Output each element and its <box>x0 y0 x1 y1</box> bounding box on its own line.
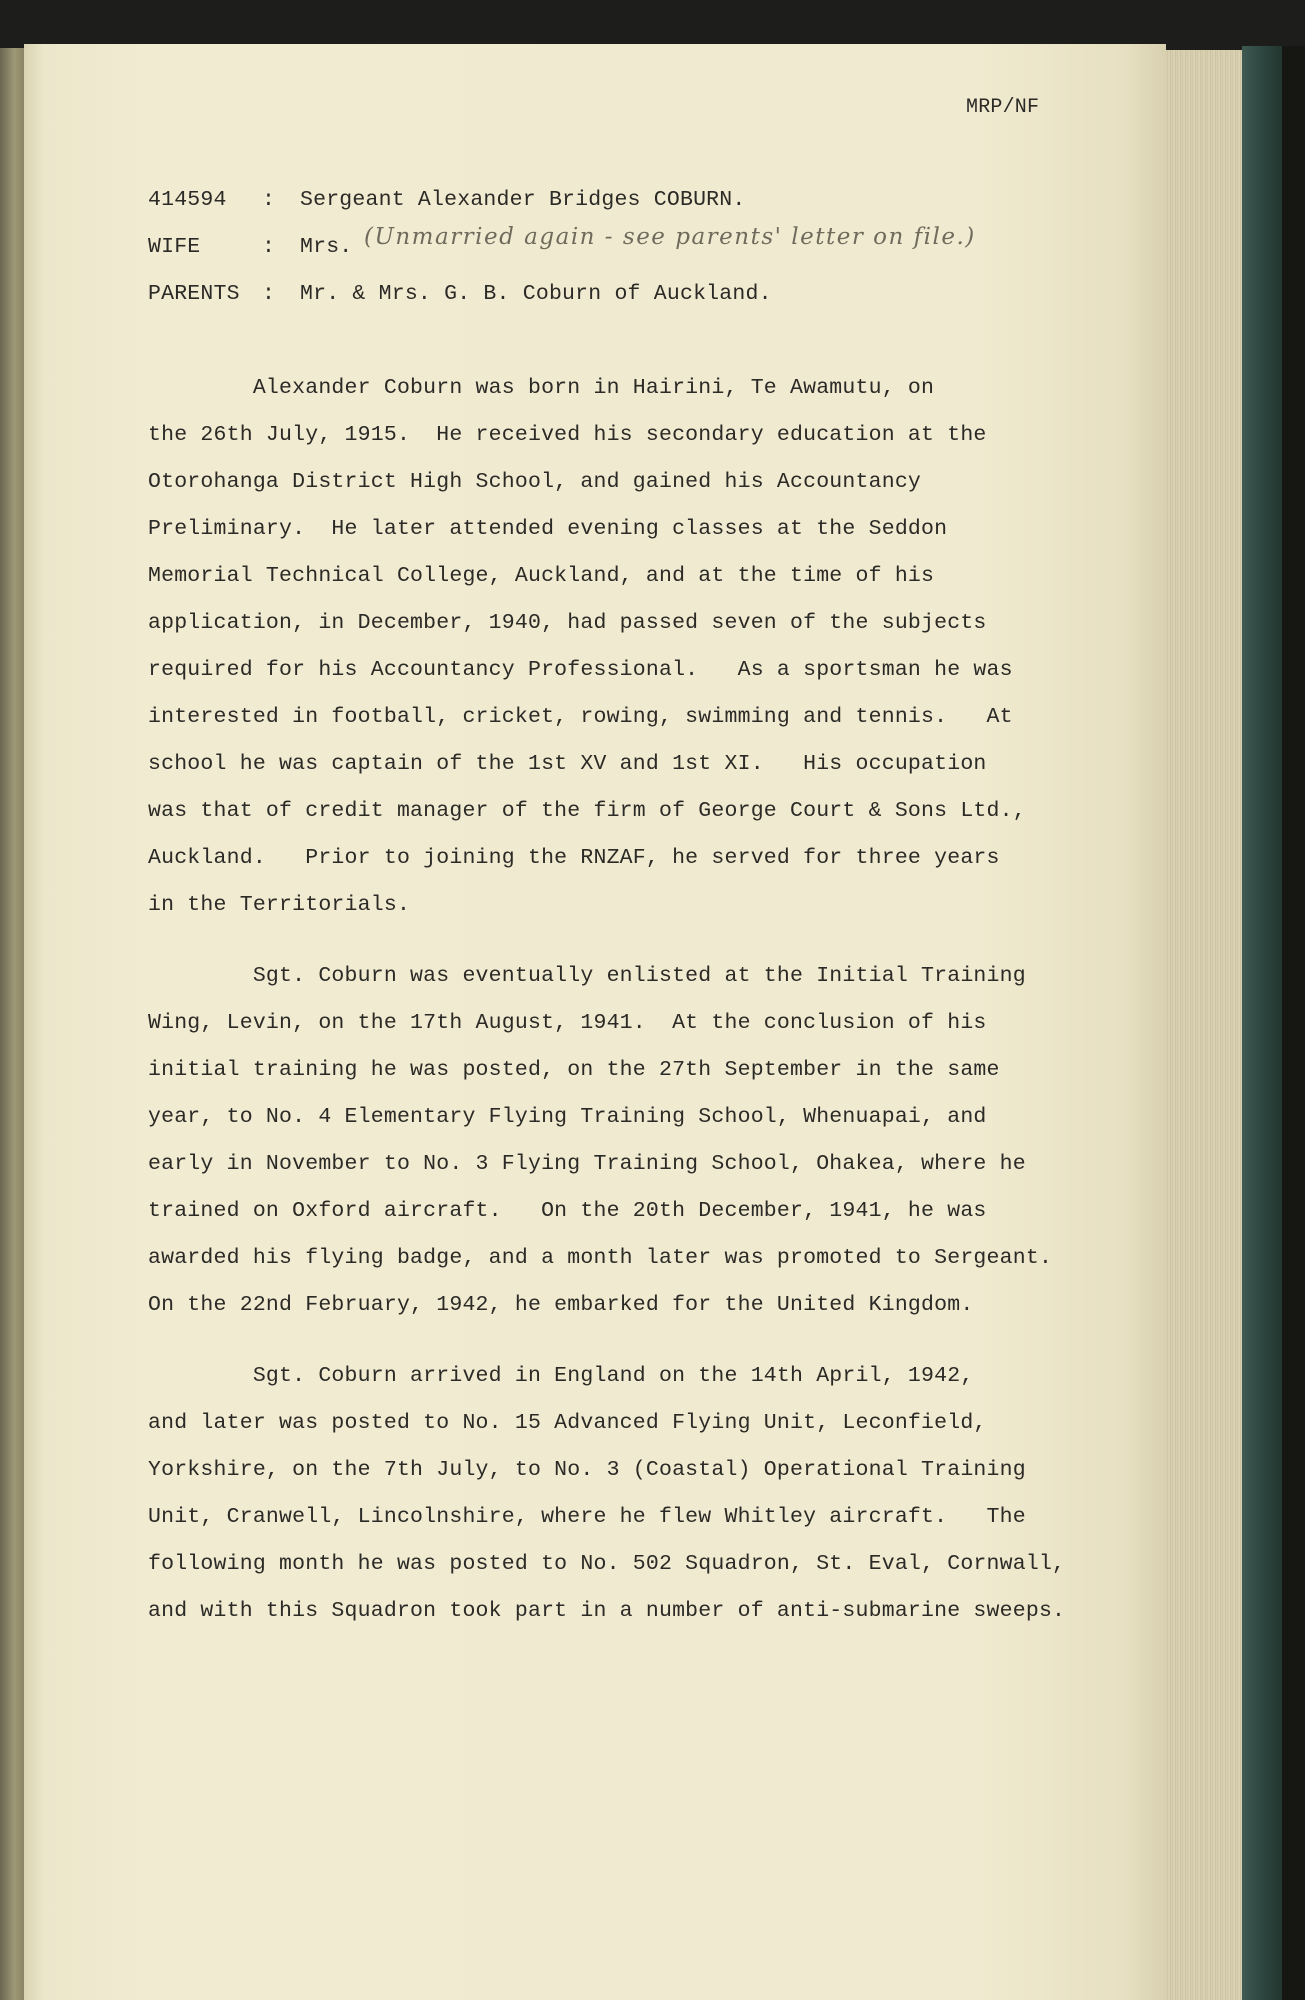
wife-label: WIFE <box>148 235 201 259</box>
header-colon: : <box>262 188 276 212</box>
body-line: Yorkshire, on the 7th July, to No. 3 (Coastal) Operational Training <box>148 1458 1026 1482</box>
body-line: trained on Oxford aircraft. On the 20th December, 1941, he was <box>148 1199 987 1223</box>
body-line: Unit, Cranwell, Lincolnshire, where he flew Whitley aircraft. The <box>148 1505 1026 1529</box>
body-line: year, to No. 4 Elementary Flying Training School, Whenuapai, and <box>148 1105 987 1129</box>
body-line: Preliminary. He later attended evening classes at the Seddon <box>148 517 948 541</box>
body-line: in the Territorials. <box>148 893 411 917</box>
body-line: Otorohanga District High School, and gained his Accountancy <box>148 470 922 494</box>
header-colon: : <box>262 282 276 306</box>
body-line: required for his Accountancy Professional. As a sportsman he was <box>148 658 1013 682</box>
body-line: Sgt. Coburn arrived in England on the 14th April, 1942, <box>148 1364 974 1388</box>
body-line: was that of credit manager of the firm of George Court & Sons Ltd., <box>148 799 1026 823</box>
parents-label: PARENTS <box>148 282 240 306</box>
wife-value: Mrs. <box>300 235 353 259</box>
body-line: awarded his flying badge, and a month later was promoted to Sergeant. <box>148 1246 1053 1270</box>
body-line: application, in December, 1940, had passed seven of the subjects <box>148 611 987 635</box>
body-line: following month he was posted to No. 502 Squadron, St. Eval, Cornwall, <box>148 1552 1066 1576</box>
body-line: Auckland. Prior to joining the RNZAF, he served for three years <box>148 846 1000 870</box>
body-line: On the 22nd February, 1942, he embarked for the United Kingdom. <box>148 1293 974 1317</box>
handwritten-annotation: (Unmarried again - see parents' letter on file.) <box>364 224 976 250</box>
book-cover <box>1242 46 1282 2000</box>
body-line: the 26th July, 1915. He received his secondary education at the <box>148 423 987 447</box>
body-line: early in November to No. 3 Flying Training School, Ohakea, where he <box>148 1152 1026 1176</box>
body-line: Wing, Levin, on the 17th August, 1941. At the conclusion of his <box>148 1011 987 1035</box>
body-line: Memorial Technical College, Auckland, and at the time of his <box>148 564 935 588</box>
parents-value: Mr. & Mrs. G. B. Coburn of Auckland. <box>300 282 772 306</box>
body-line: school he was captain of the 1st XV and 1st XI. His occupation <box>148 752 987 776</box>
header-colon: : <box>262 235 276 259</box>
airman-name: Sergeant Alexander Bridges COBURN. <box>300 188 746 212</box>
body-line: initial training he was posted, on the 27th September in the same <box>148 1058 1000 1082</box>
body-line: interested in football, cricket, rowing, swimming and tennis. At <box>148 705 1013 729</box>
page-stack-edges <box>1166 50 1242 2000</box>
body-line: and with this Squadron took part in a number of anti-submarine sweeps. <box>148 1599 1066 1623</box>
body-line: Alexander Coburn was born in Hairini, Te Awamutu, on <box>148 376 935 400</box>
cover-shadow <box>1282 46 1305 2000</box>
body-line: and later was posted to No. 15 Advanced Flying Unit, Leconfield, <box>148 1411 987 1435</box>
left-page-edge <box>0 48 24 2000</box>
reference-code: MRP/NF <box>966 96 1040 119</box>
service-number: 414594 <box>148 188 227 212</box>
body-line: Sgt. Coburn was eventually enlisted at the Initial Training <box>148 964 1026 988</box>
